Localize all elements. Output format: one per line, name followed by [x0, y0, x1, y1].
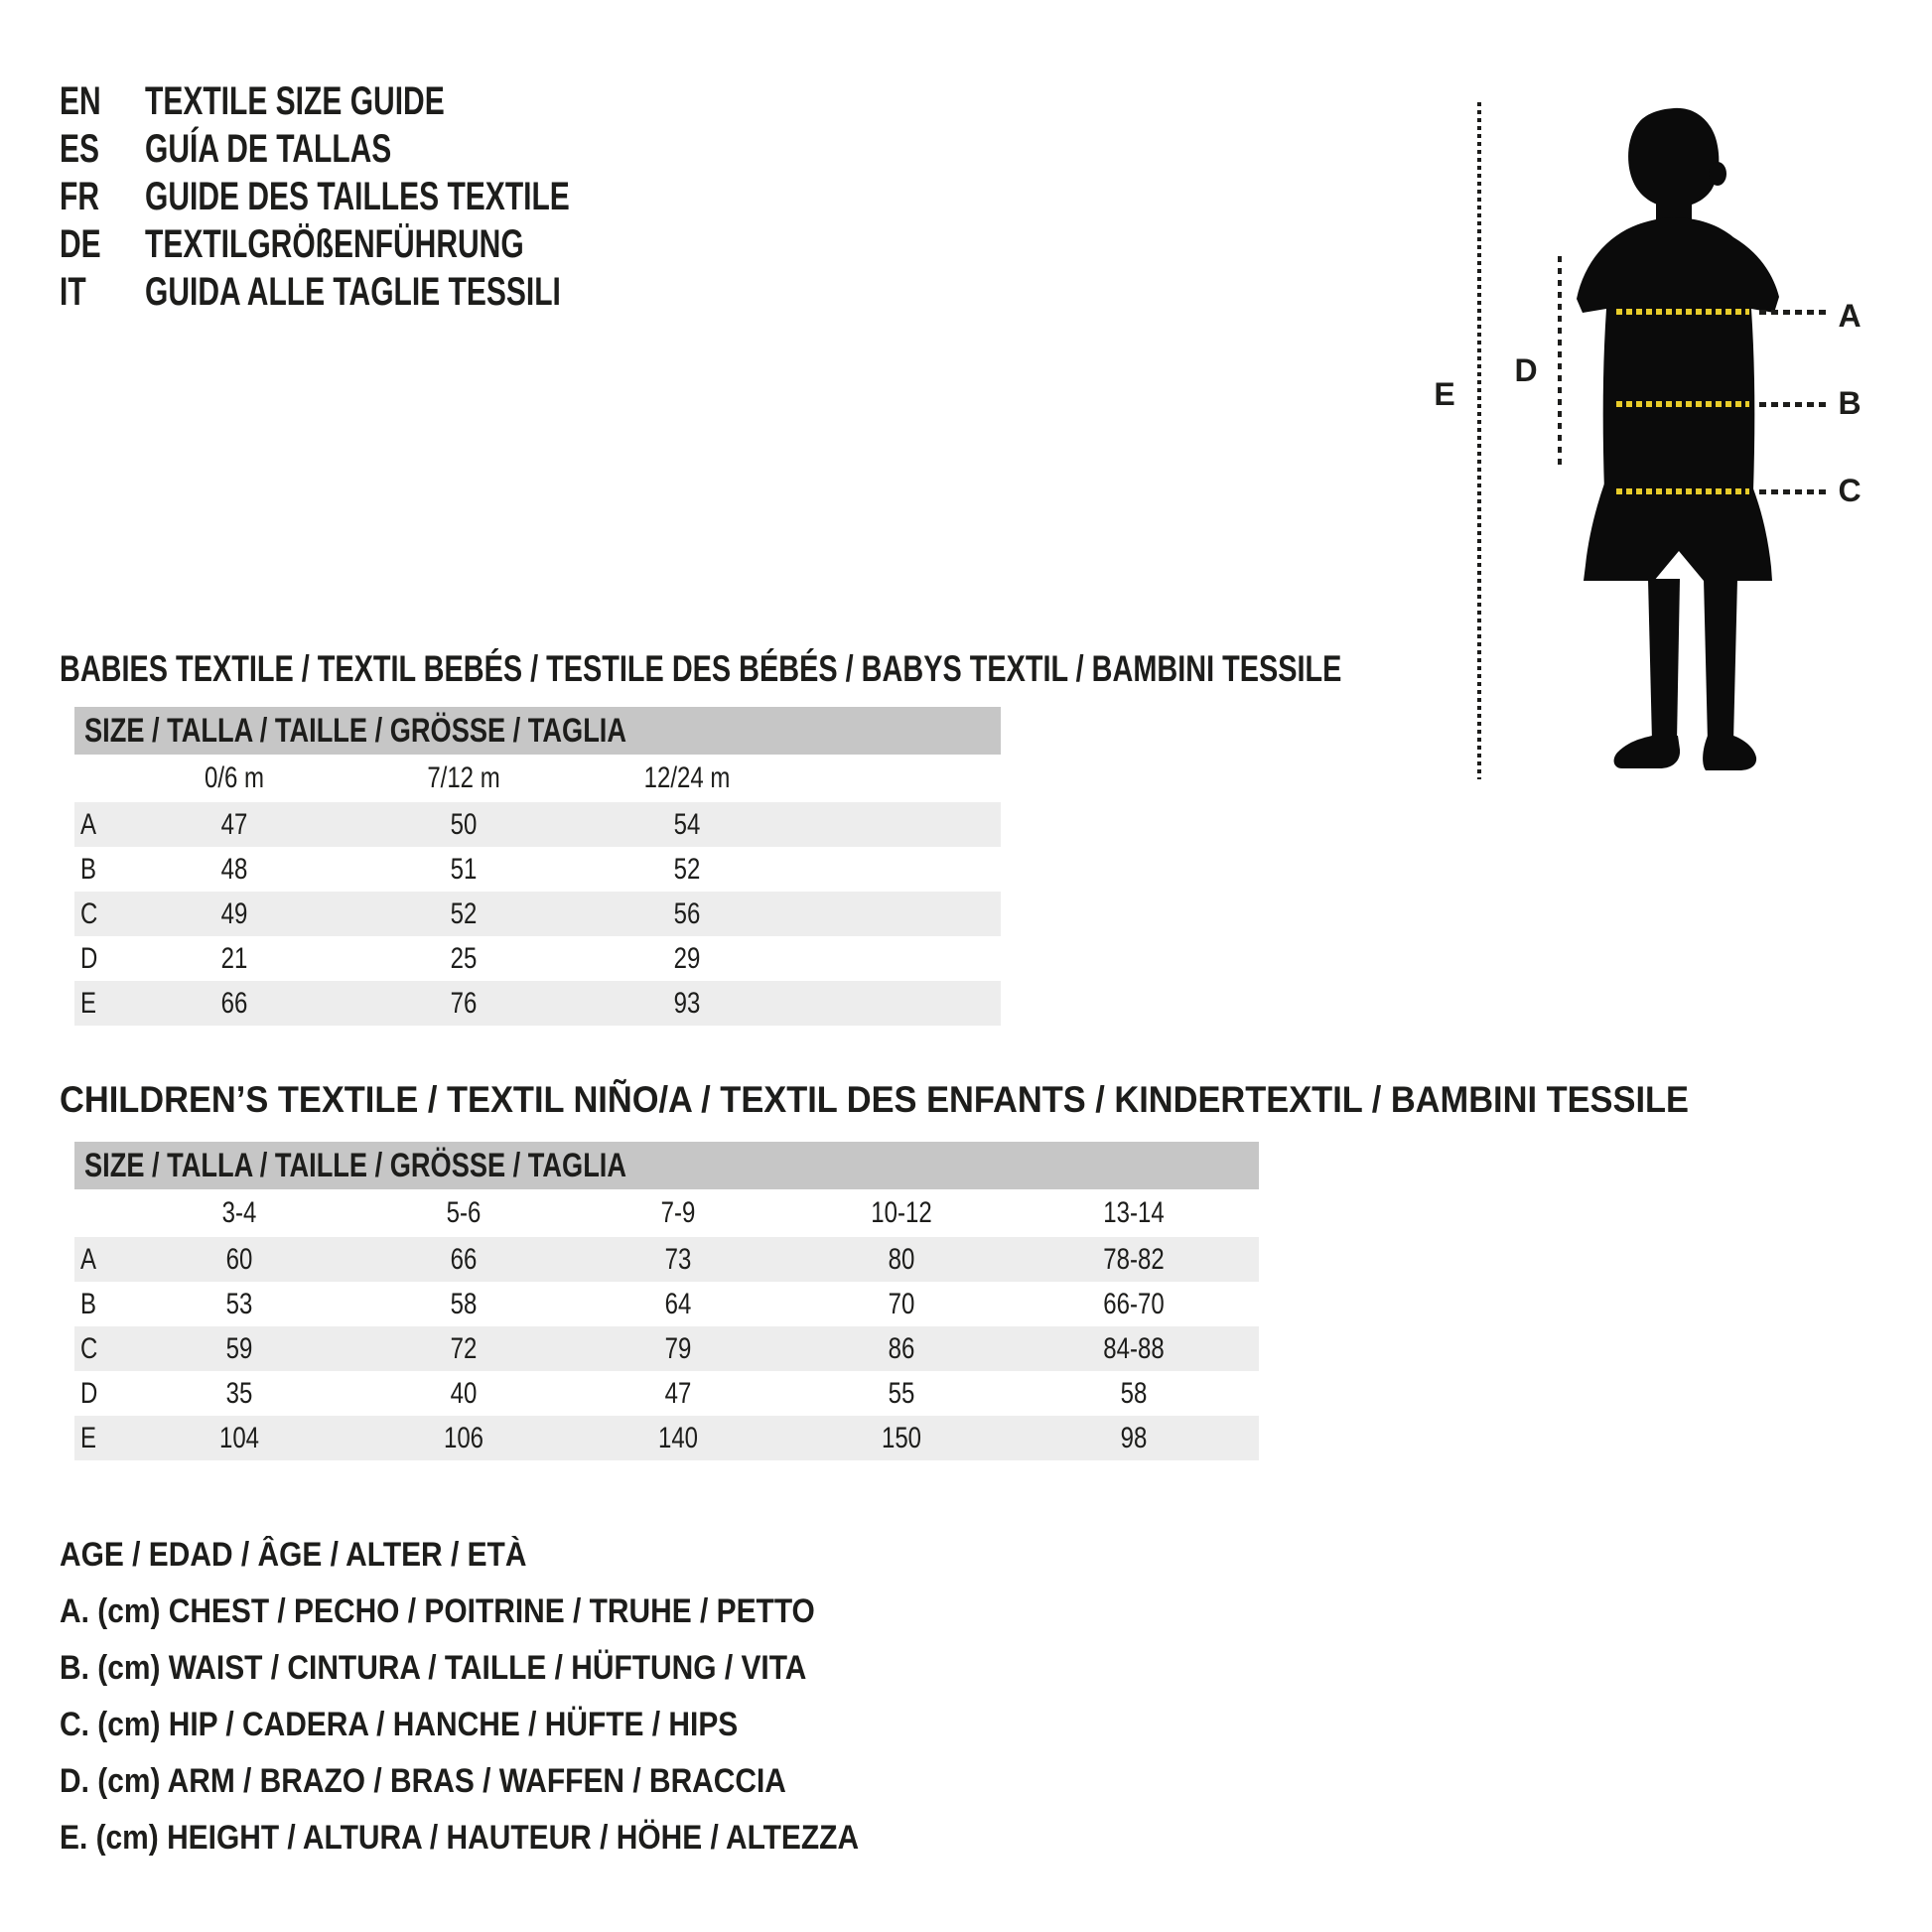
table-cell: 55 — [888, 1377, 915, 1410]
row-label: D — [80, 1377, 98, 1410]
table-row — [74, 1416, 1259, 1460]
table-cell: 86 — [888, 1332, 915, 1365]
table-cell: 49 — [220, 897, 248, 930]
language-code: DE — [60, 222, 101, 266]
figure-label-waist: B — [1838, 385, 1862, 421]
size-header-bar — [74, 1142, 1259, 1189]
children-size-table — [74, 1142, 1259, 1460]
table-cell: 40 — [450, 1377, 478, 1410]
language-title: GUIDE DES TAILLES TEXTILE — [145, 175, 570, 218]
row-label: A — [80, 1243, 97, 1276]
language-code: ES — [60, 127, 100, 171]
legend-height-line: E. (cm) HEIGHT / ALTURA / HAUTEUR / HÖHE / ALTEZZA — [60, 1819, 860, 1857]
chest-measure-yellow-line — [1616, 309, 1749, 315]
table-cell: 150 — [881, 1422, 922, 1454]
table-cell: 140 — [657, 1422, 699, 1454]
language-code: IT — [60, 270, 86, 314]
children-section-title: CHILDREN’S TEXTILE / TEXTIL NIÑO/A / TEXTIL DES ENFANTS / KINDERTEXTIL / BAMBINI TESSILE — [60, 1079, 1689, 1120]
table-cell: 72 — [450, 1332, 478, 1365]
children-column-headers — [74, 1189, 1259, 1237]
table-row — [74, 936, 1001, 981]
size-header-label: SIZE / TALLA / TAILLE / GRÖSSE / TAGLIA — [84, 712, 627, 750]
babies-size-table — [74, 707, 1001, 1026]
table-cell: 60 — [225, 1243, 253, 1276]
table-cell: 54 — [673, 808, 701, 841]
table-cell: 70 — [888, 1288, 915, 1320]
table-cell: 106 — [443, 1422, 484, 1454]
language-title: TEXTILGRÖßENFÜHRUNG — [145, 222, 524, 266]
legend-arm-line: D. (cm) ARM / BRAZO / BRAS / WAFFEN / BRACCIA — [60, 1762, 786, 1800]
table-row — [74, 847, 1001, 892]
table-cell: 48 — [220, 853, 248, 886]
waist-measure-yellow-line — [1616, 401, 1749, 407]
babies-column-headers — [74, 755, 1001, 802]
language-row-de — [60, 220, 712, 268]
row-label: B — [80, 853, 97, 886]
table-cell: 58 — [1120, 1377, 1148, 1410]
legend-age-line: AGE / EDAD / ÂGE / ALTER / ETÀ — [60, 1536, 527, 1574]
column-header: 13-14 — [1103, 1196, 1165, 1229]
table-cell: 104 — [218, 1422, 260, 1454]
legend-hip-line: C. (cm) HIP / CADERA / HANCHE / HÜFTE / HIPS — [60, 1706, 739, 1743]
figure-label-arm: D — [1514, 352, 1538, 388]
size-header-label: SIZE / TALLA / TAILLE / GRÖSSE / TAGLIA — [84, 1147, 627, 1184]
legend-waist-line: B. (cm) WAIST / CINTURA / TAILLE / HÜFTUNG / VITA — [60, 1649, 807, 1687]
column-header: 7/12 m — [427, 761, 500, 794]
waist-measure-black-line — [1759, 402, 1829, 407]
language-title: TEXTILE SIZE GUIDE — [145, 79, 445, 123]
chest-measure-black-line — [1759, 310, 1829, 315]
row-label: B — [80, 1288, 97, 1320]
table-row — [74, 1371, 1259, 1416]
hip-measure-black-line — [1759, 489, 1829, 494]
table-cell: 66-70 — [1103, 1288, 1165, 1320]
table-cell: 29 — [673, 942, 701, 975]
table-cell: 64 — [664, 1288, 692, 1320]
table-cell: 73 — [664, 1243, 692, 1276]
table-row — [74, 1326, 1259, 1371]
language-row-en — [60, 77, 712, 125]
figure-label-height: E — [1434, 376, 1455, 412]
row-label: D — [80, 942, 98, 975]
table-cell: 78-82 — [1103, 1243, 1165, 1276]
legend-chest-line: A. (cm) CHEST / PECHO / POITRINE / TRUHE / PETTO — [60, 1592, 815, 1630]
row-label: C — [80, 897, 98, 930]
measurement-legend — [60, 1527, 968, 1866]
table-cell: 76 — [450, 987, 478, 1020]
language-row-fr — [60, 173, 712, 220]
language-list — [60, 77, 712, 316]
table-cell: 52 — [673, 853, 701, 886]
language-title: GUIDA ALLE TAGLIE TESSILI — [145, 270, 562, 314]
table-cell: 98 — [1120, 1422, 1148, 1454]
table-row — [74, 981, 1001, 1026]
table-cell: 93 — [673, 987, 701, 1020]
figure-label-chest: A — [1838, 298, 1862, 334]
children-rows — [74, 1237, 1259, 1460]
table-row — [74, 1237, 1259, 1282]
babies-section-title: BABIES TEXTILE / TEXTIL BEBÉS / TESTILE DES BÉBÉS / BABYS TEXTIL / BAMBINI TESSILE — [60, 648, 1342, 689]
table-row — [74, 802, 1001, 847]
language-code: FR — [60, 175, 99, 218]
table-cell: 79 — [664, 1332, 692, 1365]
table-row — [74, 892, 1001, 936]
hip-measure-yellow-line — [1616, 488, 1749, 494]
language-row-it — [60, 268, 712, 316]
language-row-es — [60, 125, 712, 173]
table-cell: 58 — [450, 1288, 478, 1320]
table-cell: 51 — [450, 853, 478, 886]
table-cell: 52 — [450, 897, 478, 930]
language-title: GUÍA DE TALLAS — [145, 127, 392, 171]
table-cell: 25 — [450, 942, 478, 975]
table-cell: 84-88 — [1103, 1332, 1165, 1365]
table-cell: 80 — [888, 1243, 915, 1276]
row-label: C — [80, 1332, 98, 1365]
column-header: 7-9 — [660, 1196, 696, 1229]
table-cell: 53 — [225, 1288, 253, 1320]
size-header-bar — [74, 707, 1001, 755]
table-cell: 56 — [673, 897, 701, 930]
table-cell: 66 — [450, 1243, 478, 1276]
table-cell: 66 — [220, 987, 248, 1020]
table-cell: 59 — [225, 1332, 253, 1365]
column-header: 12/24 m — [643, 761, 731, 794]
column-header: 5-6 — [446, 1196, 482, 1229]
row-label: A — [80, 808, 97, 841]
babies-rows — [74, 802, 1001, 1026]
row-label: E — [80, 1422, 97, 1454]
table-cell: 50 — [450, 808, 478, 841]
column-header: 3-4 — [221, 1196, 257, 1229]
column-header: 0/6 m — [204, 761, 265, 794]
column-header: 10-12 — [871, 1196, 932, 1229]
table-cell: 35 — [225, 1377, 253, 1410]
table-row — [74, 1282, 1259, 1326]
arm-measure-dashed-line — [1558, 256, 1562, 470]
row-label: E — [80, 987, 97, 1020]
table-cell: 47 — [220, 808, 248, 841]
figure-label-hip: C — [1838, 473, 1862, 508]
language-code: EN — [60, 79, 101, 123]
table-cell: 21 — [220, 942, 248, 975]
table-cell: 47 — [664, 1377, 692, 1410]
